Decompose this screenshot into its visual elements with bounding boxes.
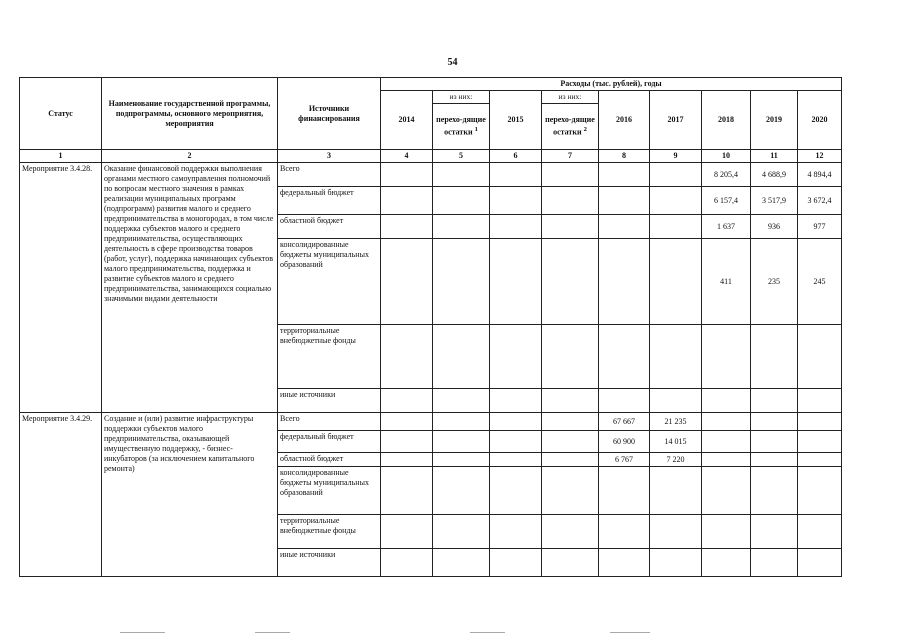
amount-cell xyxy=(381,549,433,577)
amount-cell xyxy=(599,163,650,187)
header-year-2020: 2020 xyxy=(798,91,842,150)
column-number: 9 xyxy=(650,150,702,163)
amount-cell xyxy=(650,163,702,187)
amount-cell xyxy=(798,549,842,577)
amount-cell xyxy=(381,163,433,187)
amount-cell: 245 xyxy=(798,239,842,325)
table-row xyxy=(20,413,842,431)
column-number: 4 xyxy=(381,150,433,163)
amount-cell: 977 xyxy=(798,215,842,239)
amount-cell xyxy=(490,163,542,187)
column-number: 6 xyxy=(490,150,542,163)
header-status: Статус xyxy=(20,78,102,150)
amount-cell xyxy=(599,549,650,577)
table-header xyxy=(20,78,842,163)
header-carryover-1-text: перехо-дящие остатки xyxy=(436,115,486,137)
header-year-2018: 2018 xyxy=(702,91,751,150)
column-number: 10 xyxy=(702,150,751,163)
amount-cell xyxy=(599,187,650,215)
amount-cell: 235 xyxy=(751,239,798,325)
scan-artifact-line xyxy=(610,632,650,633)
header-expenses: Расходы (тыс. рублей), годы xyxy=(381,78,842,91)
header-carryover-2 xyxy=(542,104,599,150)
amount-cell xyxy=(702,515,751,549)
amount-cell: 936 xyxy=(751,215,798,239)
amount-cell xyxy=(798,389,842,413)
funding-source: областной бюджет xyxy=(278,453,381,467)
funding-source: федеральный бюджет xyxy=(278,187,381,215)
amount-cell xyxy=(542,187,599,215)
header-sources: Источники финансирования xyxy=(278,78,381,150)
amount-cell xyxy=(702,549,751,577)
amount-cell: 8 205,4 xyxy=(702,163,751,187)
footnote-1-mark: 1 xyxy=(474,126,478,134)
header-year-2017: 2017 xyxy=(650,91,702,150)
amount-cell xyxy=(751,431,798,453)
amount-cell xyxy=(650,515,702,549)
measure-name: Оказание финансовой поддержки выполнения органами местного самоуправления полномочий по вопросам местного значения в рамках реализации муниципальных программ (подпрограмм) развития малого и среднего предпринимательства в моногородах, в том числе поддержка субъектов малого и среднего предпринимательства, осуществляющих деятельность в сфере производства товаров (работ, услуг), поддержка начинающих субъектов малого предпринимательства, поддержка и развитие субъектов малого и среднего предпринимательства, занимающихся социально значимыми видами деятельности xyxy=(102,163,278,413)
amount-cell xyxy=(381,187,433,215)
amount-cell: 7 220 xyxy=(650,453,702,467)
amount-cell: 67 667 xyxy=(599,413,650,431)
amount-cell: 4 688,9 xyxy=(751,163,798,187)
amount-cell xyxy=(650,187,702,215)
column-number: 12 xyxy=(798,150,842,163)
measure-status: Мероприятие 3.4.28. xyxy=(20,163,102,413)
amount-cell xyxy=(542,413,599,431)
column-number: 5 xyxy=(433,150,490,163)
amount-cell xyxy=(542,215,599,239)
amount-cell: 3 517,9 xyxy=(751,187,798,215)
amount-cell xyxy=(542,239,599,325)
amount-cell xyxy=(599,215,650,239)
amount-cell xyxy=(542,467,599,515)
amount-cell xyxy=(433,549,490,577)
amount-cell xyxy=(433,239,490,325)
amount-cell: 14 015 xyxy=(650,431,702,453)
amount-cell xyxy=(650,325,702,389)
column-number: 3 xyxy=(278,150,381,163)
amount-cell xyxy=(381,515,433,549)
footnote-2-mark: 2 xyxy=(583,126,587,134)
amount-cell xyxy=(381,239,433,325)
amount-cell xyxy=(751,467,798,515)
scan-artifact-line xyxy=(120,632,165,633)
amount-cell xyxy=(490,453,542,467)
amount-cell xyxy=(599,325,650,389)
amount-cell xyxy=(702,467,751,515)
amount-cell xyxy=(433,431,490,453)
amount-cell xyxy=(490,515,542,549)
amount-cell xyxy=(798,453,842,467)
amount-cell xyxy=(751,413,798,431)
amount-cell xyxy=(650,239,702,325)
amount-cell xyxy=(433,467,490,515)
funding-source: федеральный бюджет xyxy=(278,431,381,453)
amount-cell xyxy=(490,549,542,577)
page-number: 54 xyxy=(447,57,458,68)
amount-cell xyxy=(433,215,490,239)
amount-cell: 6 767 xyxy=(599,453,650,467)
amount-cell xyxy=(702,325,751,389)
amount-cell xyxy=(542,325,599,389)
scan-artifact-line xyxy=(255,632,290,633)
funding-source: Всего xyxy=(278,163,381,187)
amount-cell: 21 235 xyxy=(650,413,702,431)
amount-cell xyxy=(542,431,599,453)
amount-cell xyxy=(650,215,702,239)
header-program-name: Наименование государственной программы, подпрограммы, основного мероприятия, мероприятия xyxy=(102,78,278,150)
amount-cell xyxy=(650,467,702,515)
amount-cell xyxy=(650,549,702,577)
amount-cell xyxy=(650,389,702,413)
amount-cell xyxy=(542,515,599,549)
amount-cell xyxy=(433,515,490,549)
funding-source: консолидированные бюджеты муниципальных образований xyxy=(278,467,381,515)
amount-cell xyxy=(433,325,490,389)
amount-cell xyxy=(542,453,599,467)
amount-cell xyxy=(751,515,798,549)
column-number-row xyxy=(20,150,842,163)
amount-cell xyxy=(542,549,599,577)
header-of-them-2: из них: xyxy=(542,91,599,104)
column-number: 8 xyxy=(599,150,650,163)
amount-cell xyxy=(751,453,798,467)
column-number: 11 xyxy=(751,150,798,163)
amount-cell xyxy=(381,453,433,467)
funding-source: территориальные внебюджетные фонды xyxy=(278,325,381,389)
column-number: 1 xyxy=(20,150,102,163)
amount-cell xyxy=(798,515,842,549)
amount-cell xyxy=(599,239,650,325)
header-carryover-2-text: перехо-дящие остатки xyxy=(545,115,595,137)
table-row xyxy=(20,163,842,187)
amount-cell xyxy=(433,163,490,187)
amount-cell xyxy=(599,389,650,413)
header-year-2014: 2014 xyxy=(381,91,433,150)
amount-cell xyxy=(433,413,490,431)
amount-cell xyxy=(798,467,842,515)
funding-source: консолидированные бюджеты муниципальных образований xyxy=(278,239,381,325)
amount-cell xyxy=(542,389,599,413)
header-year-2016: 2016 xyxy=(599,91,650,150)
funding-source: территориальные внебюджетные фонды xyxy=(278,515,381,549)
amount-cell xyxy=(751,549,798,577)
amount-cell xyxy=(751,389,798,413)
amount-cell xyxy=(798,413,842,431)
amount-cell xyxy=(702,431,751,453)
amount-cell xyxy=(490,389,542,413)
amount-cell xyxy=(751,325,798,389)
amount-cell: 6 157,4 xyxy=(702,187,751,215)
amount-cell xyxy=(542,163,599,187)
amount-cell: 3 672,4 xyxy=(798,187,842,215)
amount-cell xyxy=(381,431,433,453)
funding-source: Всего xyxy=(278,413,381,431)
amount-cell xyxy=(381,325,433,389)
amount-cell xyxy=(490,187,542,215)
header-carryover-1 xyxy=(433,104,490,150)
amount-cell xyxy=(702,453,751,467)
header-of-them-1: из них: xyxy=(433,91,490,104)
column-number: 2 xyxy=(102,150,278,163)
funding-source: областной бюджет xyxy=(278,215,381,239)
amount-cell xyxy=(490,431,542,453)
amount-cell xyxy=(433,389,490,413)
column-number: 7 xyxy=(542,150,599,163)
amount-cell xyxy=(381,413,433,431)
scan-artifact-line xyxy=(470,632,505,633)
amount-cell xyxy=(490,239,542,325)
amount-cell xyxy=(433,453,490,467)
amount-cell xyxy=(599,467,650,515)
amount-cell xyxy=(490,467,542,515)
amount-cell xyxy=(381,389,433,413)
budget-table xyxy=(19,77,842,577)
amount-cell xyxy=(490,325,542,389)
measure-status: Мероприятие 3.4.29. xyxy=(20,413,102,577)
amount-cell xyxy=(702,413,751,431)
table-body xyxy=(20,163,842,577)
amount-cell: 60 900 xyxy=(599,431,650,453)
amount-cell xyxy=(490,215,542,239)
amount-cell xyxy=(433,187,490,215)
amount-cell xyxy=(702,389,751,413)
amount-cell: 4 894,4 xyxy=(798,163,842,187)
amount-cell xyxy=(381,215,433,239)
amount-cell xyxy=(381,467,433,515)
amount-cell: 1 637 xyxy=(702,215,751,239)
measure-name: Создание и (или) развитие инфраструктуры поддержки субъектов малого предпринимательства, оказывающей имущественную поддержку, - бизнес-инкубаторов (за исключением капитального ремонта) xyxy=(102,413,278,577)
funding-source: иные источники xyxy=(278,389,381,413)
funding-source: иные источники xyxy=(278,549,381,577)
amount-cell xyxy=(798,431,842,453)
amount-cell xyxy=(599,515,650,549)
header-year-2019: 2019 xyxy=(751,91,798,150)
header-year-2015: 2015 xyxy=(490,91,542,150)
amount-cell xyxy=(490,413,542,431)
amount-cell xyxy=(798,325,842,389)
amount-cell: 411 xyxy=(702,239,751,325)
